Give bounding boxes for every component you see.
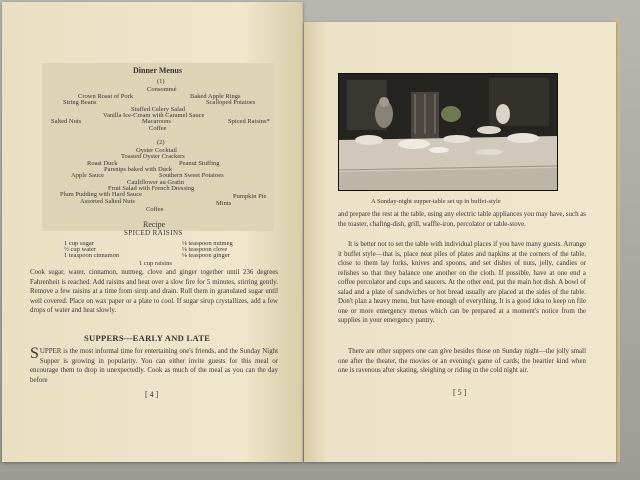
menu1-item: Scalloped Potatoes [206,99,256,106]
menu1-item: Coffee [149,125,167,132]
dropcap: S [30,345,39,362]
section-title: SUPPERS—EARLY AND LATE [84,333,211,343]
ingredient: ⅛ teaspoon ginger [182,252,230,259]
menu2-item: Roast Duck [87,160,118,167]
menu2-item: Assorted Salted Nuts [80,198,135,205]
ingredient: ½ cup water [64,246,96,253]
menu2-item: Oyster Cocktail [136,147,177,154]
recipe-heading: Recipe [143,220,166,229]
recipe-instructions: Cook sugar, water, cinnamon, nutmeg, clove and ginger together until 236 degrees Fahrenheit is reached. Add raisins and heat over a slow fire for 5 minutes, stirring gently. Remove a few raisins at a time from sirup and drain. Roll them in granulated sugar until well covered. Place on wax paper or a plate to cool. If sugar sirup crystallizes, add a few drops of water and heat slowly. [30,269,278,314]
menu1-item: Macaroons [142,118,171,125]
menu1-item: Stuffed Celery Salad [131,106,186,113]
ingredient: 1 teaspoon cinnamon [64,252,120,259]
ingredient: 1 cup sugar [64,240,94,247]
buffet-table-photo [338,73,558,191]
menu2-item: Plum Pudding with Hard Sauce [60,191,142,198]
menu2-item: Apple Sauce [71,172,105,179]
ingredient: ⅛ teaspoon clove [182,246,228,253]
photo-caption: A Sunday-night supper-table set up in buffet-style [371,198,501,205]
ingredient: 1 cup raisins [139,260,172,267]
menus-title: Dinner Menus [133,66,182,75]
photo-illustration [339,74,557,190]
menu1-item: Spiced Raisins* [228,118,270,125]
menu2-item: Peanut Stuffing [179,160,220,167]
menu1-item: Vanilla Ice-Cream with Caramel Sauce [103,112,205,119]
menu2-item: Pumpkin Pie [233,193,267,200]
menu2-item: Southern Sweet Potatoes [159,172,224,179]
page-number-left: [ 4 ] [145,390,159,399]
menu2-item: Fruit Salad with French Dressing [108,185,195,192]
menu2-item: Mints [216,200,232,207]
menu1-number: (1) [157,78,165,85]
section-text: UPPER is the most informal time for entertaining one's friends, and the Sunday Night Supper is growing in popularity. You can either invite guests for this meal or encourage them to drop in unexpectedly. Cook as much of the meal as you can the day before [30,348,278,384]
menu2-item: Parsnips baked with Duck [104,166,173,173]
section-paragraph [30,347,278,385]
menu1-item: Crown Roast of Pork [78,93,134,100]
paragraph: There are other suppers one can give besides those on Sunday night—the jolly small one after the theater, the movies or an evening's game of cards; the heartier kind when one is ravenous after skating, sleighing or riding in the cold night air. [338,348,586,374]
ingredient: ⅛ teaspoon nutmeg [182,240,233,247]
menu2-item: Toasted Oyster Crackers [121,153,185,160]
menu1-item: Salted Nuts [51,118,82,125]
menu1-item: String Beans [63,99,97,106]
menu2-item: Cauliflower au Gratin [127,179,185,186]
menu1-item: Consommé [147,86,177,93]
page-number-right: [ 5 ] [453,388,467,397]
menu2-number: (2) [157,139,165,146]
menu1-item: Baked Apple Rings [190,93,241,100]
recipe-title: SPICED RAISINS [124,229,183,237]
paragraph: It is better not to set the table with individual places if you have many guests. Arrange it buffet style—that is, place neat piles of plates and napkins at the corners of the table, close to them lay forks, knives and spoons, and set dishes of nuts, jelly, candies or relishes so that they balance one another on the cloth. If possible, have at one end a coffee percolator and cups and saucers. At the other end, put the main hot dish. A bowl of salad and a plate of sandwiches or hot bread usually are placed at the sides of the table. Don't plan a heavy menu, but have enough of everything. It is a good idea to keep on file one or more emergency menus which can be prepared at a moment's notice from the supplies in your emergency pantry. [338,241,586,324]
paragraph: and prepare the rest at the table, using any electric table appliances you may have, such as the toaster, chafing-dish, grill, waffle-iron, percolator or table-stove. [338,211,586,228]
menu2-item: Coffee [146,206,164,213]
